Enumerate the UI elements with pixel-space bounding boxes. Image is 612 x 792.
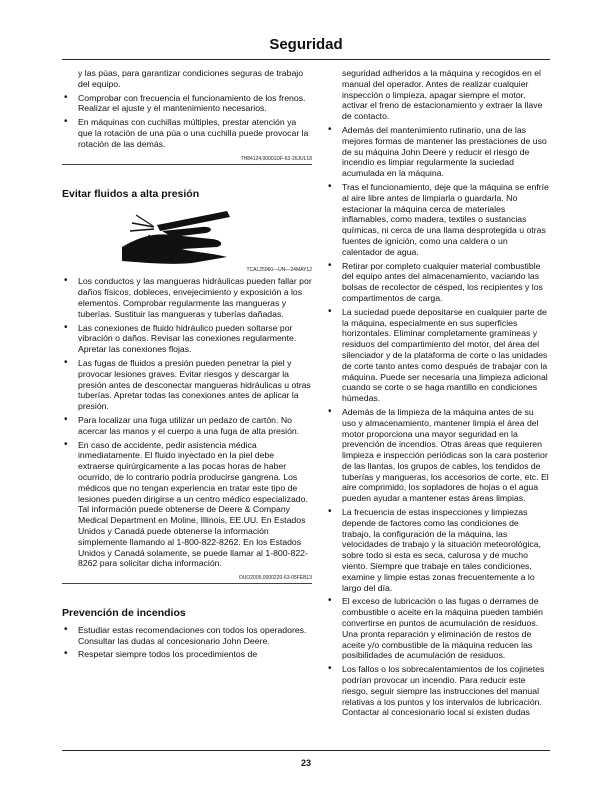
fire-prevention-list <box>326 125 550 718</box>
list-item: • Para localizar una fuga utilizar un pedazo de cartón. No acercar las manos y el cuerpo a una fuga de alta presión. <box>62 415 312 437</box>
list-item: • Respetar siempre todos los procedimientos de <box>62 649 312 660</box>
list-item: • La suciedad puede depositarse en cualquier parte de la máquina, especialmente en sus superficies horizontales. Eliminar completamente gramíneas y residuos del compartimiento del motor, del área del silenciador y de la plataforma de corte o las unidades de corte tanto antes como después de trabajar con la máquina. Puede ser necesaria una limpieza adicional cuando se corte o se haga mantillo en condiciones húmedas. <box>326 307 550 404</box>
right-continuation: seguridad adheridos a la máquina y recogidos en el manual del operador. Antes de realizar cualquier inspección o limpieza, apagar siempre el motor, activar el freno de estacionamiento y extraer la llave de contacto. <box>342 68 543 122</box>
section-divider <box>62 164 312 165</box>
header-rule <box>62 59 550 60</box>
list-item: • Las fugas de fluidos a presión pueden penetrar la piel y provocar lesiones graves. Evitar riesgos y descargar la presión antes de desconectar mangueras hidráulicas u otras tuberías. Apretar todas las conexiones antes de aplicar la presión. <box>62 358 312 412</box>
intro-continuation: y las púas, para garantizar condiciones seguras de trabajo del equipo. <box>78 68 304 89</box>
hand-fluid-jet-icon <box>62 205 312 267</box>
figure-caption: TCAL25960—UN—24MAY12 <box>246 267 312 274</box>
section-title-fluids: Evitar fluidos a alta presión <box>62 187 200 200</box>
list-item: • El exceso de lubricación o las fugas o derrames de combustible o aceite en la máquina pueden también convertirse en puntos de acumulación de residuos. Una pronta reparación y eliminación de restos de aceite y/o combustible de la máquina reducen las posibilidades de acumulación de residuos. <box>326 596 550 661</box>
left-column <box>62 68 312 663</box>
section-title-fire: Prevención de incendios <box>62 607 186 620</box>
page-number: 23 <box>300 758 311 768</box>
footer-rule <box>62 750 550 751</box>
high-pressure-fluid-illustration <box>62 205 312 267</box>
list-item: • En máquinas con cuchillas múltiples, prestar atención ya que la rotación de una púa o una cuchilla puede provocar la rotación de las demás. <box>62 117 312 149</box>
list-item: • Los conductos y las mangueras hidráulicas pueden fallar por daños físicos, dobleces, envejecimiento y exposición a los elementos. Comprobar regularmente las mangueras y tuberías. Sustituir las mangueras y tuberías dañadas. <box>62 276 312 319</box>
list-item: • Los fallos o los sobrecalentamientos de los cojinetes podrían provocar un incendio. Para reducir este riesgo, seguir siempre las instrucciones del manual relativas a los puntos y los intervalos de lubricación. Contactar al concesionario local si existen dudas <box>326 664 550 718</box>
fluids-list <box>62 276 312 569</box>
list-item: • Las conexiones de fluido hidráulico pueden soltarse por vibración o daños. Revisar las conexiones regularmente. Apretar las conexiones flojas. <box>62 323 312 355</box>
list-item: • Tras el funcionamiento, deje que la máquina se enfríe al aire libre antes de limpiarla o guardarla. No estacionar la máquina cerca de materiales inflamables, como madera, textiles o sustancias químicas, ni cerca de una llama desprotegida u otras fuentes de ignición, como una caldera o un calentador de agua. <box>326 182 550 258</box>
reference-code: OUO2005,0000220-63-05FEB13 <box>238 575 312 582</box>
list-item: • Comprobar con frecuencia el funcionamiento de los frenos. Realizar el ajuste y el mantenimiento necesarios. <box>62 93 312 115</box>
list-item: • En caso de accidente, pedir asistencia médica inmediatamente. El fluido inyectado en la piel debe extraerse quirúrgicamente a las pocas horas de haber ocurrido, de lo contrario podría producirse gangrena. Los médicos que no tengan experiencia en tratar este tipo de lesiones pueden dirigirse a un centro médico especializado. Tal información puede obtenerse de Deere & Company Medical Department en Moline, Illinois, EE.UU. En Estados Unidos y Canadá puede obtenerse la información simplemente llamando al 1-800-822-8262. En los Estados Unidos y Canadá solamente, se puede llamar al 1-800-822-8262 para solicitar dicha información. <box>62 440 312 570</box>
right-column <box>326 68 550 721</box>
reference-code: TH84124,00001DF-63-26JUL18 <box>240 155 312 162</box>
list-item: • Además de la limpieza de la máquina antes de su uso y almacenamiento, mantener limpia el área del motor proporciona una mayor seguridad en la prevención de incendios. Otras áreas que requieren limpieza e inspección periódicas son la cara posterior de las llantas, los grupos de cables, los tendidos de tuberías y mangueras, los accesorios de corte, etc. El aire comprimido, los sopladores de hojas o el agua pueden ayudar a mantener estas áreas limpias. <box>326 407 550 504</box>
fire-list <box>62 625 312 660</box>
list-item: • Estudiar estas recomendaciones con todos los operadores. Consultar las dudas al concesionario John Deere. <box>62 625 312 647</box>
list-item: • Además del mantenimiento rutinario, una de las mejores formas de mantener las prestaciones de uso de su máquina John Deere y reducir el riesgo de incendio es limpiar regularmente la suciedad acumulada en la máquina. <box>326 125 550 179</box>
list-item: • La frecuencia de estas inspecciones y limpiezas depende de factores como las condiciones de trabajo, la configuración de la máquina, las velocidades de trabajo y la situación meteorológica, sobre todo si esta es seca, calurosa y de mucho viento. Siempre que trabaje en tales condiciones, examine y limpie estas zonas frecuentemente a lo largo del día. <box>326 507 550 593</box>
list-item: • Retirar por completo cualquier material combustible del equipo antes del almacenamiento, vaciando las bolsas de recolector de césped, los recipientes y los compartimentos de carga. <box>326 261 550 304</box>
intro-list <box>62 93 312 150</box>
section-divider <box>62 583 312 584</box>
page-title: Seguridad <box>269 36 343 53</box>
